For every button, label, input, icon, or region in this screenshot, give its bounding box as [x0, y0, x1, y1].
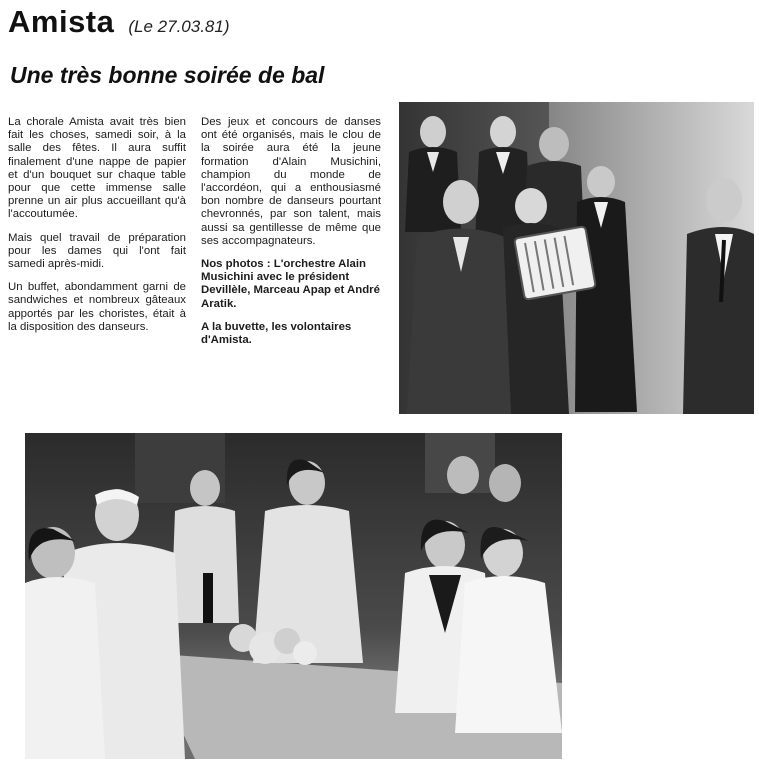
buvette-photo-image: [25, 433, 562, 759]
paragraph: Un buffet, abondamment garni de sandwiches et nombreux gâteaux apportés par les choristes, était à la disposition des danseurs.: [8, 281, 186, 333]
orchestra-photo-image: [399, 102, 754, 414]
photo-buvette: [25, 433, 562, 759]
photo-caption-buvette: A la buvette, les volontaires d'Amista.: [201, 320, 352, 347]
newspaper-name: Amista: [8, 4, 115, 39]
paragraph: La chorale Amista avait très bien fait les choses, samedi soir, à la salle des fêtes. Il aura suffit finalement d'une nappe de papier et d'un bouquet sur chaque table pour que cette immense salle prenne un air plus accueillant qu'à l'accoutumée.: [8, 116, 186, 221]
photo-caption-orchestra: Nos photos : L'orchestre Alain Musichini avec le président Devillèle, Marceau Apap et André Aratik.: [201, 258, 380, 310]
paragraph: Des jeux et concours de danses ont été organisés, mais le clou de la soirée aura été la jeune formation d'Alain Musichini, champion du monde de l'accordéon, qui a enthousiasmé bon nombre de danseurs pourtant chevronnés, par son talent, mais aussi sa gentillesse de même que ses accompagnateurs.: [201, 116, 381, 247]
article-column-1: [8, 116, 186, 344]
masthead: [8, 4, 230, 44]
article-headline: Une très bonne soirée de bal: [10, 62, 325, 88]
paragraph: Mais quel travail de préparation pour les dames qui l'ont fait samedi après-midi.: [8, 231, 186, 271]
article-column-2: [201, 116, 381, 357]
article-date: (Le 27.03.81): [128, 17, 230, 36]
photo-orchestra: [399, 102, 754, 414]
